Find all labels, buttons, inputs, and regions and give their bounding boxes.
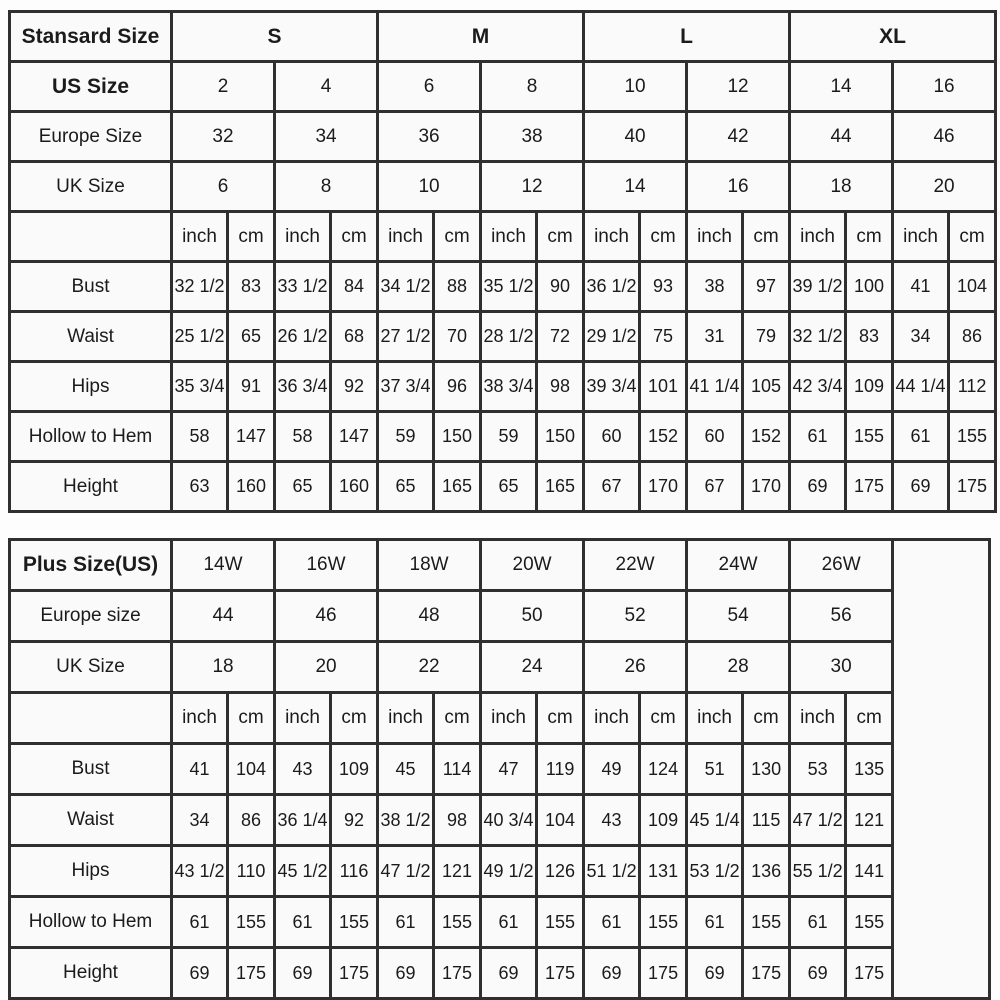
measure-value-cell: 155 — [949, 412, 996, 462]
measure-value-cell: 65 — [378, 462, 434, 512]
measure-value-cell: 26 1/2 — [275, 312, 331, 362]
row-header-cell: Europe size — [10, 591, 172, 642]
size-cell: 48 — [378, 591, 481, 642]
row-header-cell: Europe Size — [10, 112, 172, 162]
measure-value-cell: 61 — [172, 897, 228, 948]
measure-value-cell: 131 — [640, 846, 687, 897]
measure-value-cell: 61 — [481, 897, 537, 948]
measure-row — [10, 795, 990, 846]
measure-value-cell: 150 — [537, 412, 584, 462]
measure-value-cell: 175 — [331, 948, 378, 999]
unit-inch-cell: inch — [687, 693, 743, 744]
size-cell: 4 — [275, 62, 378, 112]
size-cell: 46 — [893, 112, 996, 162]
measure-value-cell: 53 1/2 — [687, 846, 743, 897]
size-cell: 18 — [790, 162, 893, 212]
measure-value-cell: 155 — [434, 897, 481, 948]
measure-value-cell: 59 — [378, 412, 434, 462]
measure-value-cell: 47 — [481, 744, 537, 795]
measure-value-cell: 121 — [434, 846, 481, 897]
size-cell: 12 — [481, 162, 584, 212]
measure-value-cell: 29 1/2 — [584, 312, 640, 362]
unit-inch-cell: inch — [172, 693, 228, 744]
measure-value-cell: 39 3/4 — [584, 362, 640, 412]
measure-value-cell: 69 — [687, 948, 743, 999]
size-cell: 26 — [584, 642, 687, 693]
unit-cm-cell: cm — [228, 693, 275, 744]
measure-value-cell: 72 — [537, 312, 584, 362]
unit-inch-cell: inch — [687, 212, 743, 262]
unit-cm-cell: cm — [434, 212, 481, 262]
measure-label-cell: Bust — [10, 744, 172, 795]
unit-inch-cell: inch — [790, 212, 846, 262]
measure-value-cell: 47 1/2 — [790, 795, 846, 846]
measure-value-cell: 61 — [275, 897, 331, 948]
size-cell: XL — [790, 12, 996, 62]
measure-value-cell: 147 — [331, 412, 378, 462]
unit-cm-cell: cm — [434, 693, 481, 744]
measure-value-cell: 175 — [846, 462, 893, 512]
measure-value-cell: 43 1/2 — [172, 846, 228, 897]
row-header-cell: Plus Size(US) — [10, 540, 172, 591]
measure-value-cell: 49 — [584, 744, 640, 795]
header-row — [10, 62, 996, 112]
measure-value-cell: 69 — [584, 948, 640, 999]
size-cell: 46 — [275, 591, 378, 642]
size-cell: 10 — [584, 62, 687, 112]
measure-value-cell: 175 — [537, 948, 584, 999]
measure-value-cell: 150 — [434, 412, 481, 462]
measure-value-cell: 86 — [228, 795, 275, 846]
measure-row — [10, 846, 990, 897]
measure-value-cell: 61 — [790, 412, 846, 462]
measure-value-cell: 105 — [743, 362, 790, 412]
size-cell: 26W — [790, 540, 893, 591]
unit-inch-cell: inch — [378, 212, 434, 262]
size-cell: 14W — [172, 540, 275, 591]
measure-value-cell: 75 — [640, 312, 687, 362]
measure-value-cell: 69 — [378, 948, 434, 999]
measure-value-cell: 130 — [743, 744, 790, 795]
size-cell: 8 — [481, 62, 584, 112]
header-row — [10, 642, 990, 693]
measure-value-cell: 70 — [434, 312, 481, 362]
measure-value-cell: 141 — [846, 846, 893, 897]
size-cell: 30 — [790, 642, 893, 693]
measure-value-cell: 86 — [949, 312, 996, 362]
measure-value-cell: 136 — [743, 846, 790, 897]
measure-value-cell: 110 — [228, 846, 275, 897]
measure-value-cell: 175 — [743, 948, 790, 999]
size-cell: 20 — [893, 162, 996, 212]
unit-cm-cell: cm — [640, 212, 687, 262]
measure-value-cell: 92 — [331, 795, 378, 846]
unit-row — [10, 212, 996, 262]
measure-value-cell: 115 — [743, 795, 790, 846]
size-cell: 14 — [790, 62, 893, 112]
measure-value-cell: 35 3/4 — [172, 362, 228, 412]
measure-value-cell: 61 — [378, 897, 434, 948]
measure-value-cell: 83 — [228, 262, 275, 312]
measure-value-cell: 41 — [172, 744, 228, 795]
size-cell: 18 — [172, 642, 275, 693]
measure-label-cell: Hips — [10, 362, 172, 412]
measure-value-cell: 69 — [790, 462, 846, 512]
size-cell: 40 — [584, 112, 687, 162]
size-cell: 56 — [790, 591, 893, 642]
measure-value-cell: 27 1/2 — [378, 312, 434, 362]
measure-row — [10, 312, 996, 362]
measure-value-cell: 42 3/4 — [790, 362, 846, 412]
size-cell: 42 — [687, 112, 790, 162]
measure-value-cell: 65 — [481, 462, 537, 512]
measure-value-cell: 39 1/2 — [790, 262, 846, 312]
size-cell: S — [172, 12, 378, 62]
measure-value-cell: 91 — [228, 362, 275, 412]
unit-cm-cell: cm — [640, 693, 687, 744]
size-cell: 36 — [378, 112, 481, 162]
measure-value-cell: 25 1/2 — [172, 312, 228, 362]
unit-inch-cell: inch — [172, 212, 228, 262]
header-row — [10, 12, 996, 62]
measure-value-cell: 104 — [228, 744, 275, 795]
header-row — [10, 540, 990, 591]
unit-inch-cell: inch — [893, 212, 949, 262]
size-cell: 54 — [687, 591, 790, 642]
unit-cm-cell: cm — [537, 693, 584, 744]
measure-value-cell: 49 1/2 — [481, 846, 537, 897]
measure-label-cell: Waist — [10, 795, 172, 846]
measure-value-cell: 37 3/4 — [378, 362, 434, 412]
measure-value-cell: 38 1/2 — [378, 795, 434, 846]
size-cell: 34 — [275, 112, 378, 162]
unit-inch-cell: inch — [790, 693, 846, 744]
measure-value-cell: 32 1/2 — [172, 262, 228, 312]
measure-value-cell: 135 — [846, 744, 893, 795]
measure-value-cell: 34 1/2 — [378, 262, 434, 312]
measure-value-cell: 175 — [434, 948, 481, 999]
measure-value-cell: 68 — [331, 312, 378, 362]
measure-value-cell: 69 — [481, 948, 537, 999]
measure-value-cell: 109 — [331, 744, 378, 795]
measure-value-cell: 93 — [640, 262, 687, 312]
measure-value-cell: 119 — [537, 744, 584, 795]
measure-value-cell: 61 — [893, 412, 949, 462]
measure-value-cell: 53 — [790, 744, 846, 795]
measure-label-cell: Waist — [10, 312, 172, 362]
measure-value-cell: 28 1/2 — [481, 312, 537, 362]
unit-cm-cell: cm — [331, 212, 378, 262]
measure-value-cell: 41 — [893, 262, 949, 312]
measure-value-cell: 104 — [949, 262, 996, 312]
measure-value-cell: 96 — [434, 362, 481, 412]
measure-label-cell: Hollow to Hem — [10, 897, 172, 948]
measure-value-cell: 43 — [584, 795, 640, 846]
measure-value-cell: 69 — [275, 948, 331, 999]
measure-value-cell: 43 — [275, 744, 331, 795]
measure-value-cell: 152 — [743, 412, 790, 462]
unit-inch-cell: inch — [481, 693, 537, 744]
measure-value-cell: 165 — [434, 462, 481, 512]
measure-value-cell: 112 — [949, 362, 996, 412]
size-cell: 24 — [481, 642, 584, 693]
measure-value-cell: 155 — [846, 412, 893, 462]
measure-value-cell: 35 1/2 — [481, 262, 537, 312]
measure-value-cell: 69 — [172, 948, 228, 999]
unit-inch-cell: inch — [275, 212, 331, 262]
size-cell: 16W — [275, 540, 378, 591]
row-header-cell: US Size — [10, 62, 172, 112]
measure-value-cell: 34 — [893, 312, 949, 362]
measure-value-cell: 165 — [537, 462, 584, 512]
measure-value-cell: 97 — [743, 262, 790, 312]
measure-value-cell: 61 — [790, 897, 846, 948]
measure-value-cell: 51 — [687, 744, 743, 795]
measure-value-cell: 155 — [537, 897, 584, 948]
size-cell: 22W — [584, 540, 687, 591]
measure-value-cell: 155 — [228, 897, 275, 948]
measure-label-cell: Hollow to Hem — [10, 412, 172, 462]
measure-value-cell: 126 — [537, 846, 584, 897]
corner-empty-cell — [10, 693, 172, 744]
measure-value-cell: 152 — [640, 412, 687, 462]
measure-label-cell: Height — [10, 948, 172, 999]
measure-value-cell: 45 1/2 — [275, 846, 331, 897]
size-cell: 38 — [481, 112, 584, 162]
measure-row — [10, 362, 996, 412]
measure-label-cell: Bust — [10, 262, 172, 312]
measure-value-cell: 36 1/4 — [275, 795, 331, 846]
measure-value-cell: 61 — [584, 897, 640, 948]
measure-value-cell: 160 — [331, 462, 378, 512]
unit-cm-cell: cm — [846, 693, 893, 744]
measure-value-cell: 155 — [743, 897, 790, 948]
measure-value-cell: 101 — [640, 362, 687, 412]
standard-size-table — [8, 10, 997, 513]
measure-value-cell: 58 — [172, 412, 228, 462]
size-cell: 12 — [687, 62, 790, 112]
measure-value-cell: 60 — [584, 412, 640, 462]
size-cell: 44 — [172, 591, 275, 642]
measure-value-cell: 88 — [434, 262, 481, 312]
measure-value-cell: 147 — [228, 412, 275, 462]
measure-value-cell: 83 — [846, 312, 893, 362]
measure-value-cell: 63 — [172, 462, 228, 512]
measure-value-cell: 170 — [640, 462, 687, 512]
header-row — [10, 112, 996, 162]
measure-label-cell: Hips — [10, 846, 172, 897]
measure-row — [10, 744, 990, 795]
corner-empty-cell — [10, 212, 172, 262]
size-cell: 6 — [378, 62, 481, 112]
unit-cm-cell: cm — [331, 693, 378, 744]
header-row — [10, 162, 996, 212]
measure-value-cell: 90 — [537, 262, 584, 312]
measure-value-cell: 114 — [434, 744, 481, 795]
measure-value-cell: 98 — [537, 362, 584, 412]
measure-row — [10, 948, 990, 999]
measure-value-cell: 36 3/4 — [275, 362, 331, 412]
size-cell: 6 — [172, 162, 275, 212]
unit-cm-cell: cm — [228, 212, 275, 262]
measure-value-cell: 44 1/4 — [893, 362, 949, 412]
size-cell: 50 — [481, 591, 584, 642]
measure-row — [10, 462, 996, 512]
measure-value-cell: 47 1/2 — [378, 846, 434, 897]
unit-cm-cell: cm — [949, 212, 996, 262]
unit-inch-cell: inch — [481, 212, 537, 262]
measure-value-cell: 33 1/2 — [275, 262, 331, 312]
measure-label-cell: Height — [10, 462, 172, 512]
row-header-cell: UK Size — [10, 162, 172, 212]
measure-row — [10, 262, 996, 312]
measure-value-cell: 41 1/4 — [687, 362, 743, 412]
measure-value-cell: 116 — [331, 846, 378, 897]
size-cell: 22 — [378, 642, 481, 693]
measure-value-cell: 121 — [846, 795, 893, 846]
size-cell: 18W — [378, 540, 481, 591]
measure-value-cell: 45 1/4 — [687, 795, 743, 846]
measure-value-cell: 34 — [172, 795, 228, 846]
measure-value-cell: 155 — [846, 897, 893, 948]
measure-value-cell: 55 1/2 — [790, 846, 846, 897]
measure-value-cell: 109 — [846, 362, 893, 412]
measure-value-cell: 61 — [687, 897, 743, 948]
measure-value-cell: 67 — [687, 462, 743, 512]
size-cell: L — [584, 12, 790, 62]
unit-row — [10, 693, 990, 744]
measure-value-cell: 170 — [743, 462, 790, 512]
unit-inch-cell: inch — [584, 693, 640, 744]
measure-value-cell: 124 — [640, 744, 687, 795]
measure-value-cell: 40 3/4 — [481, 795, 537, 846]
unit-cm-cell: cm — [846, 212, 893, 262]
unit-cm-cell: cm — [743, 693, 790, 744]
measure-value-cell: 175 — [640, 948, 687, 999]
measure-value-cell: 36 1/2 — [584, 262, 640, 312]
measure-value-cell: 100 — [846, 262, 893, 312]
size-cell: 20 — [275, 642, 378, 693]
measure-value-cell: 38 — [687, 262, 743, 312]
size-cell: 28 — [687, 642, 790, 693]
size-cell: 32 — [172, 112, 275, 162]
measure-value-cell: 175 — [949, 462, 996, 512]
size-cell: 16 — [687, 162, 790, 212]
measure-value-cell: 155 — [331, 897, 378, 948]
size-cell: 16 — [893, 62, 996, 112]
measure-value-cell: 65 — [228, 312, 275, 362]
measure-value-cell: 104 — [537, 795, 584, 846]
unit-cm-cell: cm — [537, 212, 584, 262]
header-row — [10, 591, 990, 642]
measure-value-cell: 51 1/2 — [584, 846, 640, 897]
measure-value-cell: 59 — [481, 412, 537, 462]
unit-inch-cell: inch — [275, 693, 331, 744]
measure-value-cell: 31 — [687, 312, 743, 362]
measure-value-cell: 67 — [584, 462, 640, 512]
measure-value-cell: 84 — [331, 262, 378, 312]
measure-value-cell: 69 — [790, 948, 846, 999]
size-cell: 2 — [172, 62, 275, 112]
measure-value-cell: 79 — [743, 312, 790, 362]
measure-value-cell: 98 — [434, 795, 481, 846]
size-cell: 10 — [378, 162, 481, 212]
size-cell: 8 — [275, 162, 378, 212]
size-cell: 44 — [790, 112, 893, 162]
measure-value-cell: 92 — [331, 362, 378, 412]
measure-row — [10, 412, 996, 462]
unit-inch-cell: inch — [584, 212, 640, 262]
measure-value-cell: 160 — [228, 462, 275, 512]
measure-value-cell: 155 — [640, 897, 687, 948]
size-cell: M — [378, 12, 584, 62]
size-cell: 24W — [687, 540, 790, 591]
measure-row — [10, 897, 990, 948]
row-header-cell: UK Size — [10, 642, 172, 693]
measure-value-cell: 38 3/4 — [481, 362, 537, 412]
unit-cm-cell: cm — [743, 212, 790, 262]
row-header-cell: Stansard Size — [10, 12, 172, 62]
measure-value-cell: 175 — [846, 948, 893, 999]
measure-value-cell: 65 — [275, 462, 331, 512]
measure-value-cell: 60 — [687, 412, 743, 462]
plus-size-table — [8, 538, 991, 1000]
measure-value-cell: 109 — [640, 795, 687, 846]
unit-inch-cell: inch — [378, 693, 434, 744]
size-cell: 52 — [584, 591, 687, 642]
measure-value-cell: 58 — [275, 412, 331, 462]
size-cell: 14 — [584, 162, 687, 212]
measure-value-cell: 45 — [378, 744, 434, 795]
measure-value-cell: 175 — [228, 948, 275, 999]
measure-value-cell: 32 1/2 — [790, 312, 846, 362]
spacer-column-cell — [893, 540, 990, 999]
measure-value-cell: 69 — [893, 462, 949, 512]
size-cell: 20W — [481, 540, 584, 591]
